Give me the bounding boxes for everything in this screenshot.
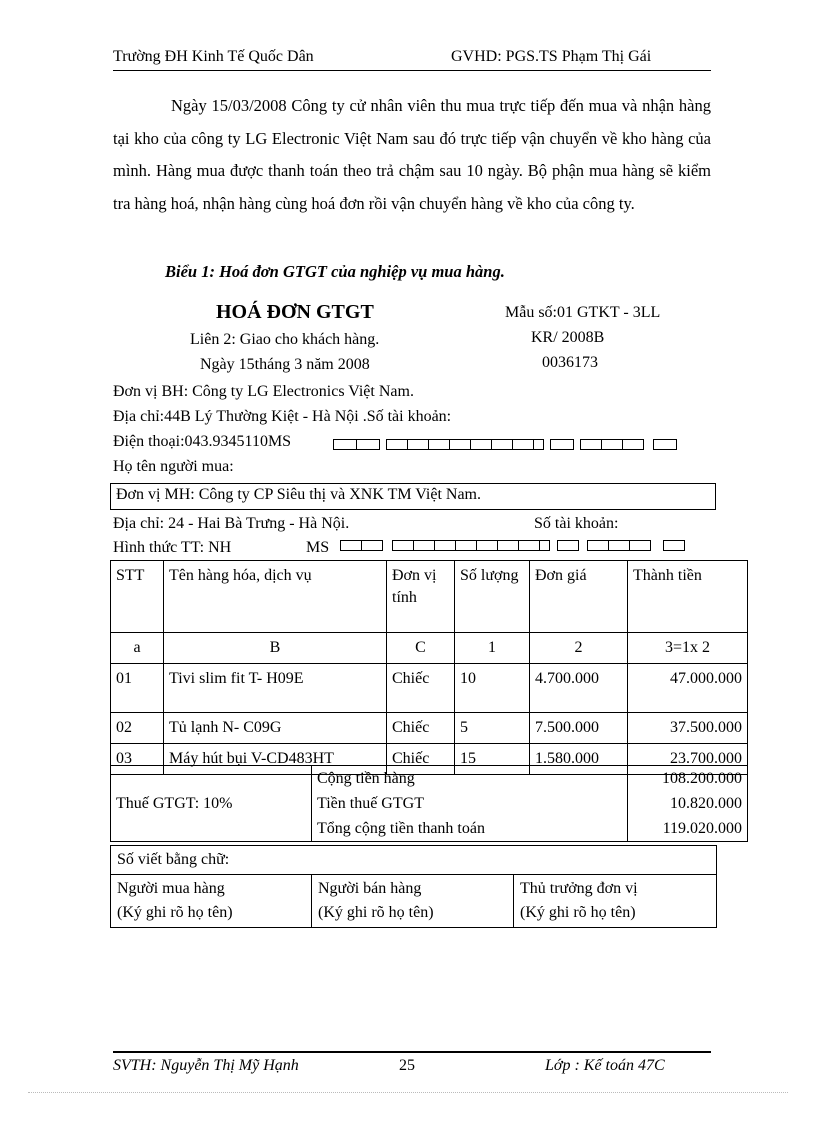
row-qty: 15 [455, 744, 530, 775]
vat-value: 10.820.000 [628, 791, 748, 816]
buyer-unit-box [110, 483, 716, 510]
row-price: 1.580.000 [530, 744, 628, 775]
row-stt: 02 [111, 713, 164, 744]
signature-buyer [111, 875, 312, 928]
footer-class: Lớp : Kế toán 47C [545, 1057, 665, 1074]
row-stt: 01 [111, 664, 164, 713]
row-amount: 37.500.000 [628, 713, 748, 744]
footer-student: SVTH: Nguyễn Thị Mỹ Hạnh [113, 1057, 299, 1074]
signature-note: (Ký ghi rõ họ tên) [318, 904, 434, 921]
row-name: Tủ lạnh N- C09G [164, 713, 387, 744]
vat-rate: Thuế GTGT: 10% [111, 766, 312, 842]
buyer-ms-label: MS [306, 539, 330, 556]
vat-label: Tiền thuế GTGT [312, 791, 628, 816]
invoice-caption: Biểu 1: Hoá đơn GTGT của nghiệp vụ mua hàng. [165, 262, 505, 281]
col-unit: Đơn vị tính [387, 561, 455, 633]
row-price: 4.700.000 [530, 664, 628, 713]
buyer-name: Họ tên người mua: [113, 458, 234, 475]
row-price: 7.500.000 [530, 713, 628, 744]
signature-note: (Ký ghi rõ họ tên) [520, 904, 636, 921]
row-qty: 5 [455, 713, 530, 744]
invoice-copy: Liên 2: Giao cho khách hàng. [190, 331, 380, 348]
invoice-date: Ngày 15tháng 3 năm 2008 [200, 356, 370, 373]
table-code-row [111, 633, 748, 664]
buyer-unit: Đơn vị MH: Công ty CP Siêu thị và XNK TM Việt Nam. [116, 486, 481, 503]
table-row [111, 664, 748, 713]
row-name: Tivi slim fit T- H09E [164, 664, 387, 713]
payment-method: Hình thức TT: NH [113, 539, 232, 556]
table-header-row [111, 561, 748, 633]
code-cell: B [164, 633, 387, 664]
page-edge [28, 1092, 788, 1093]
seller-phone: Điện thoại:043.9345110MS [113, 433, 292, 450]
invoice-number: 0036173 [542, 354, 598, 371]
col-stt: STT [111, 561, 164, 633]
signature-seller [312, 875, 514, 928]
signature-note: (Ký ghi rõ họ tên) [117, 904, 233, 921]
col-name: Tên hàng hóa, dịch vụ [164, 561, 387, 633]
subtotal-label: Cộng tiền hàng [312, 766, 628, 792]
col-price: Đơn giá [530, 561, 628, 633]
header-advisor: GVHD: PGS.TS Phạm Thị Gái [451, 48, 652, 65]
invoice-form-no: Mẫu số:01 GTKT - 3LL [505, 304, 661, 321]
signature-head [514, 875, 717, 928]
page-number: 25 [399, 1057, 415, 1074]
buyer-account: Số tài khoản: [534, 515, 619, 532]
grand-total-label: Tổng cộng tiền thanh toán [312, 816, 628, 842]
invoice-title: HOÁ ĐƠN GTGT [216, 301, 374, 323]
col-qty: Số lượng [455, 561, 530, 633]
items-table [110, 560, 748, 775]
body-paragraph [113, 90, 711, 220]
subtotal-value: 108.200.000 [628, 766, 748, 792]
header-school: Trường ĐH Kinh Tế Quốc Dân [113, 48, 314, 65]
code-cell: 1 [455, 633, 530, 664]
amount-in-words: Số viết bằng chữ: [111, 846, 717, 875]
totals-table [110, 765, 748, 842]
buyer-address: Địa chỉ: 24 - Hai Bà Trưng - Hà Nội. [113, 515, 350, 532]
code-cell: a [111, 633, 164, 664]
invoice-series: KR/ 2008B [531, 329, 605, 346]
row-name: Máy hút bụi V-CD483HT [164, 744, 387, 775]
row-amount: 23.700.000 [628, 744, 748, 775]
table-row [111, 713, 748, 744]
seller-address: Địa chỉ:44B Lý Thường Kiệt - Hà Nội .Số tài khoản: [113, 408, 452, 425]
seller-unit: Đơn vị BH: Công ty LG Electronics Việt Nam. [113, 383, 414, 400]
code-cell: 2 [530, 633, 628, 664]
header-rule [113, 70, 711, 71]
signature-table [110, 845, 717, 928]
col-amount: Thành tiền [628, 561, 748, 633]
row-amount: 47.000.000 [628, 664, 748, 713]
paragraph-text: Ngày 15/03/2008 Công ty cử nhân viên thu mua trực tiếp đến mua và nhận hàng tại kho của công ty LG Electronic Việt Nam sau đó trực tiếp vận chuyển về kho hàng của mình. Hàng mua được thanh toán theo trả chậm sau 10 ngày. Bộ phận mua hàng sẽ kiểm tra hàng hoá, nhận hàng cùng hoá đơn rồi vận chuyển hàng về kho của công ty. [113, 96, 711, 213]
row-unit: Chiếc [387, 664, 455, 713]
row-unit: Chiếc [387, 744, 455, 775]
row-unit: Chiếc [387, 713, 455, 744]
signature-role: Người bán hàng [318, 880, 422, 897]
code-cell: 3=1x 2 [628, 633, 748, 664]
grand-total-value: 119.020.000 [628, 816, 748, 842]
signature-role: Người mua hàng [117, 880, 225, 897]
signature-role: Thủ trưởng đơn vị [520, 880, 638, 897]
footer-rule [113, 1051, 711, 1053]
code-cell: C [387, 633, 455, 664]
row-qty: 10 [455, 664, 530, 713]
row-stt: 03 [111, 744, 164, 775]
